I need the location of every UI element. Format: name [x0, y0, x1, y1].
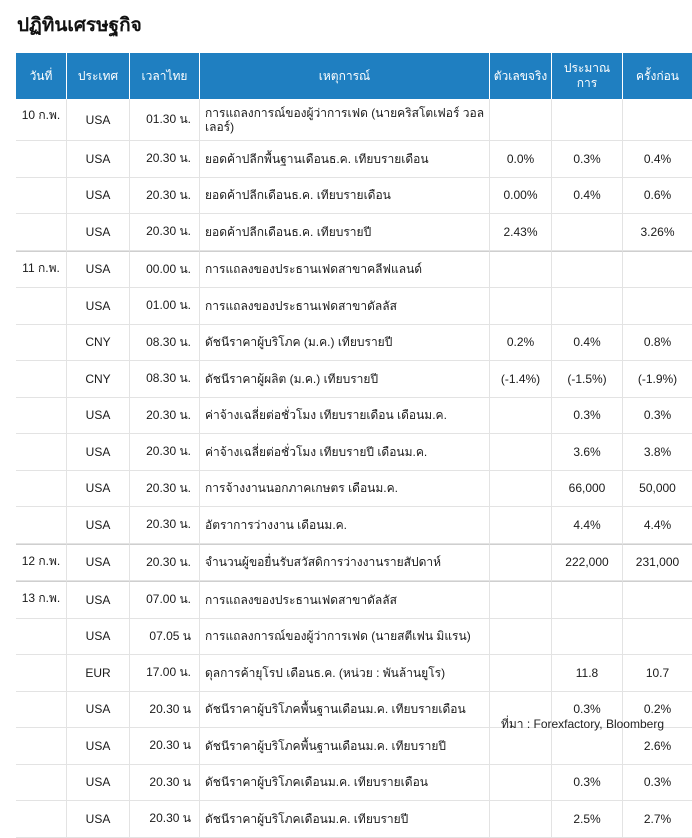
cell-forecast: 2.5%: [552, 801, 623, 838]
cell-date: [16, 655, 67, 692]
cell-date: [16, 692, 67, 729]
cell-date: [16, 288, 67, 325]
cell-forecast: 0.4%: [552, 325, 623, 362]
cell-time: 20.30 น.: [130, 214, 200, 251]
cell-actual: (-1.4%): [490, 361, 552, 398]
table-header-row: [16, 53, 692, 99]
cell-previous: 2.6%: [623, 728, 692, 765]
cell-country: CNY: [67, 361, 130, 398]
cell-country: USA: [67, 471, 130, 508]
cell-previous: [623, 581, 692, 619]
cell-date: [16, 765, 67, 802]
header-time: เวลาไทย: [130, 53, 200, 99]
cell-actual: [490, 471, 552, 508]
cell-event: ค่าจ้างเฉลี่ยต่อชั่วโมง เทียบรายเดือน เดือนม.ค.: [200, 398, 490, 435]
cell-country: USA: [67, 765, 130, 802]
header-event: เหตุการณ์: [200, 53, 490, 99]
cell-actual: [490, 801, 552, 838]
cell-event: ดัชนีราคาผู้ผลิต (ม.ค.) เทียบรายปี: [200, 361, 490, 398]
cell-event: ดัชนีราคาผู้บริโภคพื้นฐานเดือนม.ค. เทียบรายเดือน: [200, 692, 490, 729]
cell-previous: [623, 251, 692, 289]
cell-forecast: [552, 251, 623, 289]
cell-event: ดุลการค้ายุโรป เดือนธ.ค. (หน่วย : พันล้านยูโร): [200, 655, 490, 692]
cell-date: [16, 178, 67, 215]
header-actual: ตัวเลขจริง: [490, 53, 552, 99]
cell-time: 17.00 น.: [130, 655, 200, 692]
cell-event: จำนวนผู้ขอยื่นรับสวัสดิการว่างงานรายสัปดาห์: [200, 544, 490, 582]
table-row: [16, 581, 692, 619]
cell-previous: 0.3%: [623, 765, 692, 802]
cell-date: [16, 801, 67, 838]
table-row: [16, 251, 692, 289]
cell-actual: 2.43%: [490, 214, 552, 251]
cell-actual: [490, 544, 552, 582]
cell-country: USA: [67, 251, 130, 289]
cell-time: 20.30 น.: [130, 141, 200, 178]
cell-forecast: 0.4%: [552, 178, 623, 215]
cell-forecast: [552, 581, 623, 619]
cell-actual: [490, 765, 552, 802]
cell-country: USA: [67, 581, 130, 619]
cell-forecast: 222,000: [552, 544, 623, 582]
header-date: วันที่: [16, 53, 67, 99]
table-row: [16, 361, 692, 398]
header-country: ประเทศ: [67, 53, 130, 99]
cell-time: 20.30 น.: [130, 434, 200, 471]
cell-previous: 2.7%: [623, 801, 692, 838]
table-row: [16, 288, 692, 325]
cell-date: [16, 361, 67, 398]
cell-country: CNY: [67, 325, 130, 362]
cell-actual: [490, 581, 552, 619]
cell-previous: 231,000: [623, 544, 692, 582]
cell-country: USA: [67, 619, 130, 656]
cell-date: 13 ก.พ.: [16, 581, 67, 619]
cell-time: 20.30 น: [130, 692, 200, 729]
cell-event: ค่าจ้างเฉลี่ยต่อชั่วโมง เทียบรายปี เดือนม.ค.: [200, 434, 490, 471]
cell-forecast: 0.3%: [552, 765, 623, 802]
cell-event: ยอดค้าปลีกเดือนธ.ค. เทียบรายเดือน: [200, 178, 490, 215]
table-row: [16, 141, 692, 178]
cell-actual: 0.2%: [490, 325, 552, 362]
cell-date: [16, 619, 67, 656]
cell-country: USA: [67, 507, 130, 544]
cell-actual: 0.0%: [490, 141, 552, 178]
cell-forecast: 66,000: [552, 471, 623, 508]
cell-time: 20.30 น.: [130, 398, 200, 435]
cell-time: 20.30 น.: [130, 507, 200, 544]
cell-actual: [490, 288, 552, 325]
cell-date: [16, 507, 67, 544]
cell-date: [16, 434, 67, 471]
cell-actual: [490, 99, 552, 141]
cell-previous: 0.4%: [623, 141, 692, 178]
cell-previous: [623, 288, 692, 325]
table-row: [16, 765, 692, 802]
cell-event: ดัชนีราคาผู้บริโภคเดือนม.ค. เทียบรายเดือน: [200, 765, 490, 802]
cell-date: 12 ก.พ.: [16, 544, 67, 582]
table-row: [16, 398, 692, 435]
cell-previous: 10.7: [623, 655, 692, 692]
cell-previous: 0.6%: [623, 178, 692, 215]
cell-date: [16, 398, 67, 435]
table-row: [16, 434, 692, 471]
cell-time: 08.30 น.: [130, 361, 200, 398]
cell-actual: [490, 619, 552, 656]
cell-country: USA: [67, 288, 130, 325]
table-row: [16, 214, 692, 251]
cell-event: การแถลงของประธานเฟดสาขาดัลลัส: [200, 288, 490, 325]
cell-forecast: [552, 99, 623, 141]
cell-forecast: [552, 288, 623, 325]
cell-date: 10 ก.พ.: [16, 99, 67, 141]
cell-forecast: 11.8: [552, 655, 623, 692]
cell-country: USA: [67, 692, 130, 729]
cell-forecast: (-1.5%): [552, 361, 623, 398]
cell-time: 20.30 น.: [130, 544, 200, 582]
cell-event: ยอดค้าปลีกเดือนธ.ค. เทียบรายปี: [200, 214, 490, 251]
cell-forecast: 0.3%: [552, 398, 623, 435]
cell-time: 00.00 น.: [130, 251, 200, 289]
cell-previous: 0.3%: [623, 398, 692, 435]
cell-previous: [623, 619, 692, 656]
cell-event: อัตราการว่างงาน เดือนม.ค.: [200, 507, 490, 544]
table-row: [16, 325, 692, 362]
cell-time: 20.30 น: [130, 765, 200, 802]
cell-country: USA: [67, 728, 130, 765]
cell-time: 20.30 น: [130, 801, 200, 838]
cell-previous: [623, 99, 692, 141]
cell-date: [16, 214, 67, 251]
table-row: [16, 544, 692, 582]
cell-actual: [490, 251, 552, 289]
cell-country: USA: [67, 801, 130, 838]
cell-actual: [490, 507, 552, 544]
cell-forecast: 0.3%: [552, 141, 623, 178]
cell-forecast: [552, 619, 623, 656]
cell-event: การแถลงการณ์ของผู้ว่าการเฟด (นายสตีเฟน มิแรน): [200, 619, 490, 656]
cell-event: ยอดค้าปลีกพื้นฐานเดือนธ.ค. เทียบรายเดือน: [200, 141, 490, 178]
cell-country: USA: [67, 544, 130, 582]
cell-date: 11 ก.พ.: [16, 251, 67, 289]
cell-date: [16, 325, 67, 362]
cell-forecast: 3.6%: [552, 434, 623, 471]
cell-previous: 0.2%: [623, 692, 692, 729]
cell-date: [16, 141, 67, 178]
cell-time: 20.30 น.: [130, 178, 200, 215]
cell-time: 20.30 น.: [130, 471, 200, 508]
cell-forecast: 4.4%: [552, 507, 623, 544]
cell-actual: 0.00%: [490, 178, 552, 215]
cell-country: USA: [67, 214, 130, 251]
page-title: ปฏิทินเศรษฐกิจ: [17, 15, 142, 36]
table-row: [16, 471, 692, 508]
cell-event: การแถลงของประธานเฟดสาขาคลีฟแลนด์: [200, 251, 490, 289]
cell-time: 07.05 น: [130, 619, 200, 656]
cell-event: การแถลงของประธานเฟดสาขาดัลลัส: [200, 581, 490, 619]
cell-time: 01.00 น.: [130, 288, 200, 325]
cell-event: การแถลงการณ์ของผู้ว่าการเฟด (นายคริสโตเฟอร์ วอลเลอร์): [200, 99, 490, 141]
cell-previous: 0.8%: [623, 325, 692, 362]
cell-time: 07.00 น.: [130, 581, 200, 619]
table-row: [16, 99, 692, 141]
table-row: [16, 507, 692, 544]
cell-event: ดัชนีราคาผู้บริโภคพื้นฐานเดือนม.ค. เทียบรายปี: [200, 728, 490, 765]
cell-previous: 4.4%: [623, 507, 692, 544]
cell-actual: [490, 655, 552, 692]
cell-country: USA: [67, 178, 130, 215]
cell-event: การจ้างงานนอกภาคเกษตร เดือนม.ค.: [200, 471, 490, 508]
cell-previous: 50,000: [623, 471, 692, 508]
cell-previous: 3.26%: [623, 214, 692, 251]
cell-event: ดัชนีราคาผู้บริโภคเดือนม.ค. เทียบรายปี: [200, 801, 490, 838]
cell-country: USA: [67, 99, 130, 141]
cell-event: ดัชนีราคาผู้บริโภค (ม.ค.) เทียบรายปี: [200, 325, 490, 362]
cell-time: 20.30 น: [130, 728, 200, 765]
cell-date: [16, 728, 67, 765]
cell-forecast: [552, 214, 623, 251]
cell-previous: 3.8%: [623, 434, 692, 471]
cell-country: USA: [67, 141, 130, 178]
cell-date: [16, 471, 67, 508]
table-row: [16, 655, 692, 692]
cell-actual: [490, 398, 552, 435]
source-note: ที่มา : Forexfactory, Bloomberg: [500, 717, 664, 731]
cell-country: USA: [67, 398, 130, 435]
cell-actual: [490, 434, 552, 471]
header-previous: ครั้งก่อน: [623, 53, 692, 99]
cell-time: 08.30 น.: [130, 325, 200, 362]
cell-time: 01.30 น.: [130, 99, 200, 141]
cell-forecast: 0.3%: [552, 692, 623, 729]
header-forecast: ประมาณการ: [552, 53, 623, 99]
table-row: [16, 178, 692, 215]
cell-country: USA: [67, 434, 130, 471]
table-row: [16, 801, 692, 838]
cell-country: EUR: [67, 655, 130, 692]
cell-previous: (-1.9%): [623, 361, 692, 398]
table-row: [16, 619, 692, 656]
